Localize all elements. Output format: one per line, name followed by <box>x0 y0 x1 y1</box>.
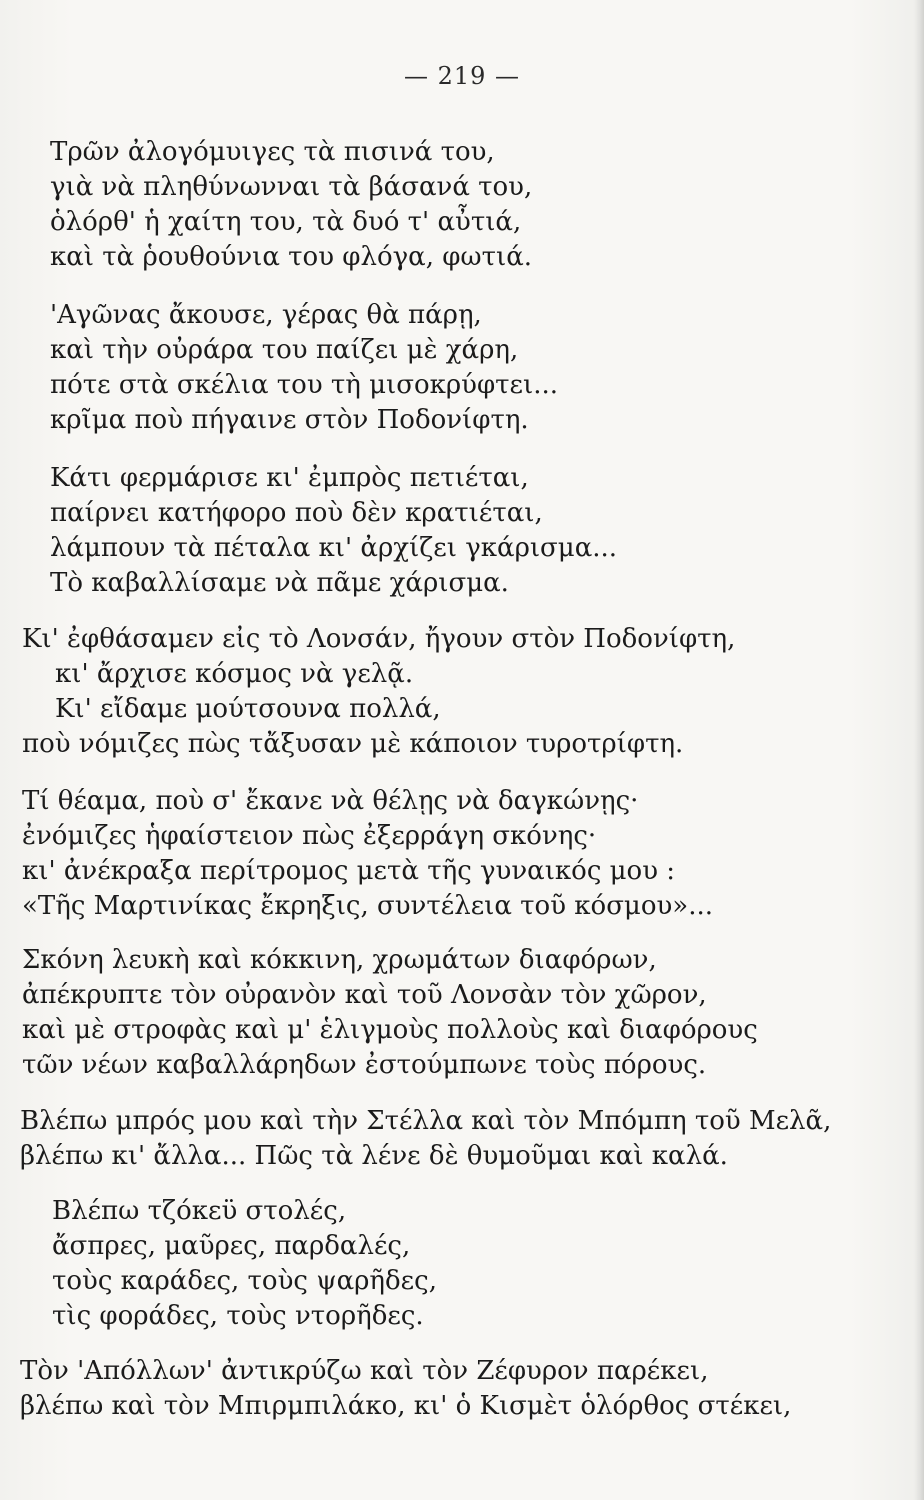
poem-line: τῶν νέων καβαλλάρηδων ἐστούμπωνε τοὺς πόρους. <box>22 1050 707 1080</box>
poem-line: ἄσπρες, μαῦρες, παρδαλές, <box>52 1231 411 1261</box>
poem-line: καὶ τὰ ῥουθούνια του φλόγα, φωτιά. <box>50 242 533 272</box>
poem-line: βλέπω καὶ τὸν Μπιρμπιλάκο, κι' ὁ Κισμὲτ ὁλόρθος στέκει, <box>20 1391 792 1421</box>
page-edge-shadow <box>914 0 924 1500</box>
poem-line: ἐνόμιζες ἡφαίστειον πὼς ἐξερράγη σκόνης· <box>22 821 597 851</box>
poem-line: καὶ μὲ στροφὰς καὶ μ' ἑλιγμοὺς πολλοὺς καὶ διαφόρους <box>22 1015 758 1045</box>
poem-line: ὁλόρθ' ἡ χαίτη του, τὰ δυό τ' αὖτιά, <box>50 207 522 237</box>
poem-line: Τὸ καβαλλίσαμε νὰ πᾶμε χάρισμα. <box>50 568 509 598</box>
poem-line: Τὸν 'Απόλλων' ἀντικρύζω καὶ τὸν Ζέφυρον παρέκει, <box>20 1356 709 1386</box>
poem-line: ποὺ νόμιζες πὼς τἄξυσαν μὲ κάποιον τυροτρίφτη. <box>22 729 684 759</box>
poem-line: Τί θέαμα, ποὺ σ' ἔκανε νὰ θέλῃς νὰ δαγκώνῃς· <box>22 786 639 816</box>
poem-line: «Τῆς Μαρτινίκας ἔκρηξις, συντέλεια τοῦ κόσμου»... <box>22 891 713 921</box>
poem-line: τὶς φοράδες, τοὺς ντορῆδες. <box>52 1301 424 1331</box>
poem-line: βλέπω κι' ἄλλα... Πῶς τὰ λένε δὲ θυμοῦμαι καὶ καλά. <box>20 1141 728 1171</box>
poem-line: Κι' ἐφθάσαμεν εἰς τὸ Λονσάν, ἤγουν στὸν Ποδονίφτη, <box>22 624 736 654</box>
poem-line: κι' ἄρχισε κόσμος νὰ γελᾷ. <box>55 659 414 689</box>
poem-line: Βλέπω μπρός μου καὶ τὴν Στέλλα καὶ τὸν Μπόμπη τοῦ Μελᾶ, <box>20 1106 832 1136</box>
poem-line: λάμπουν τὰ πέταλα κι' ἀρχίζει γκάρισμα... <box>50 533 618 563</box>
page-number: — 219 — <box>403 62 521 90</box>
poem-line: Τρῶν ἀλογόμυιγες τὰ πισινά του, <box>50 137 495 167</box>
poem-line: ἀπέκρυπτε τὸν οὐρανὸν καὶ τοῦ Λονσὰν τὸν χῶρον, <box>22 980 707 1010</box>
poem-line: κι' ἀνέκραξα περίτρομος μετὰ τῆς γυναικός μου : <box>22 856 676 886</box>
poem-line: Βλέπω τζόκεϋ στολές, <box>52 1196 347 1226</box>
poem-line: Σκόνη λευκὴ καὶ κόκκινη, χρωμάτων διαφόρων, <box>22 945 657 975</box>
poem-line: Κάτι φερμάρισε κι' ἐμπρὸς πετιέται, <box>50 463 529 493</box>
poem-line: γιὰ νὰ πληθύνωνναι τὰ βάσανά του, <box>50 172 533 202</box>
poem-line: 'Αγῶνας ἄκουσε, γέρας θὰ πάρῃ, <box>50 300 482 330</box>
poem-line: κρῖμα ποὺ πήγαινε στὸν Ποδονίφτη. <box>50 405 529 435</box>
poem-line: παίρνει κατήφορο ποὺ δὲν κρατιέται, <box>50 498 543 528</box>
poem-line: πότε στὰ σκέλια του τὴ μισοκρύφτει... <box>50 370 558 400</box>
poem-line: τοὺς καράδες, τοὺς ψαρῆδες, <box>52 1266 437 1296</box>
poem-line: καὶ τὴν οὐράρα του παίζει μὲ χάρη, <box>50 335 519 365</box>
poem-line: Κι' εἴδαμε μούτσουνα πολλά, <box>55 694 441 724</box>
